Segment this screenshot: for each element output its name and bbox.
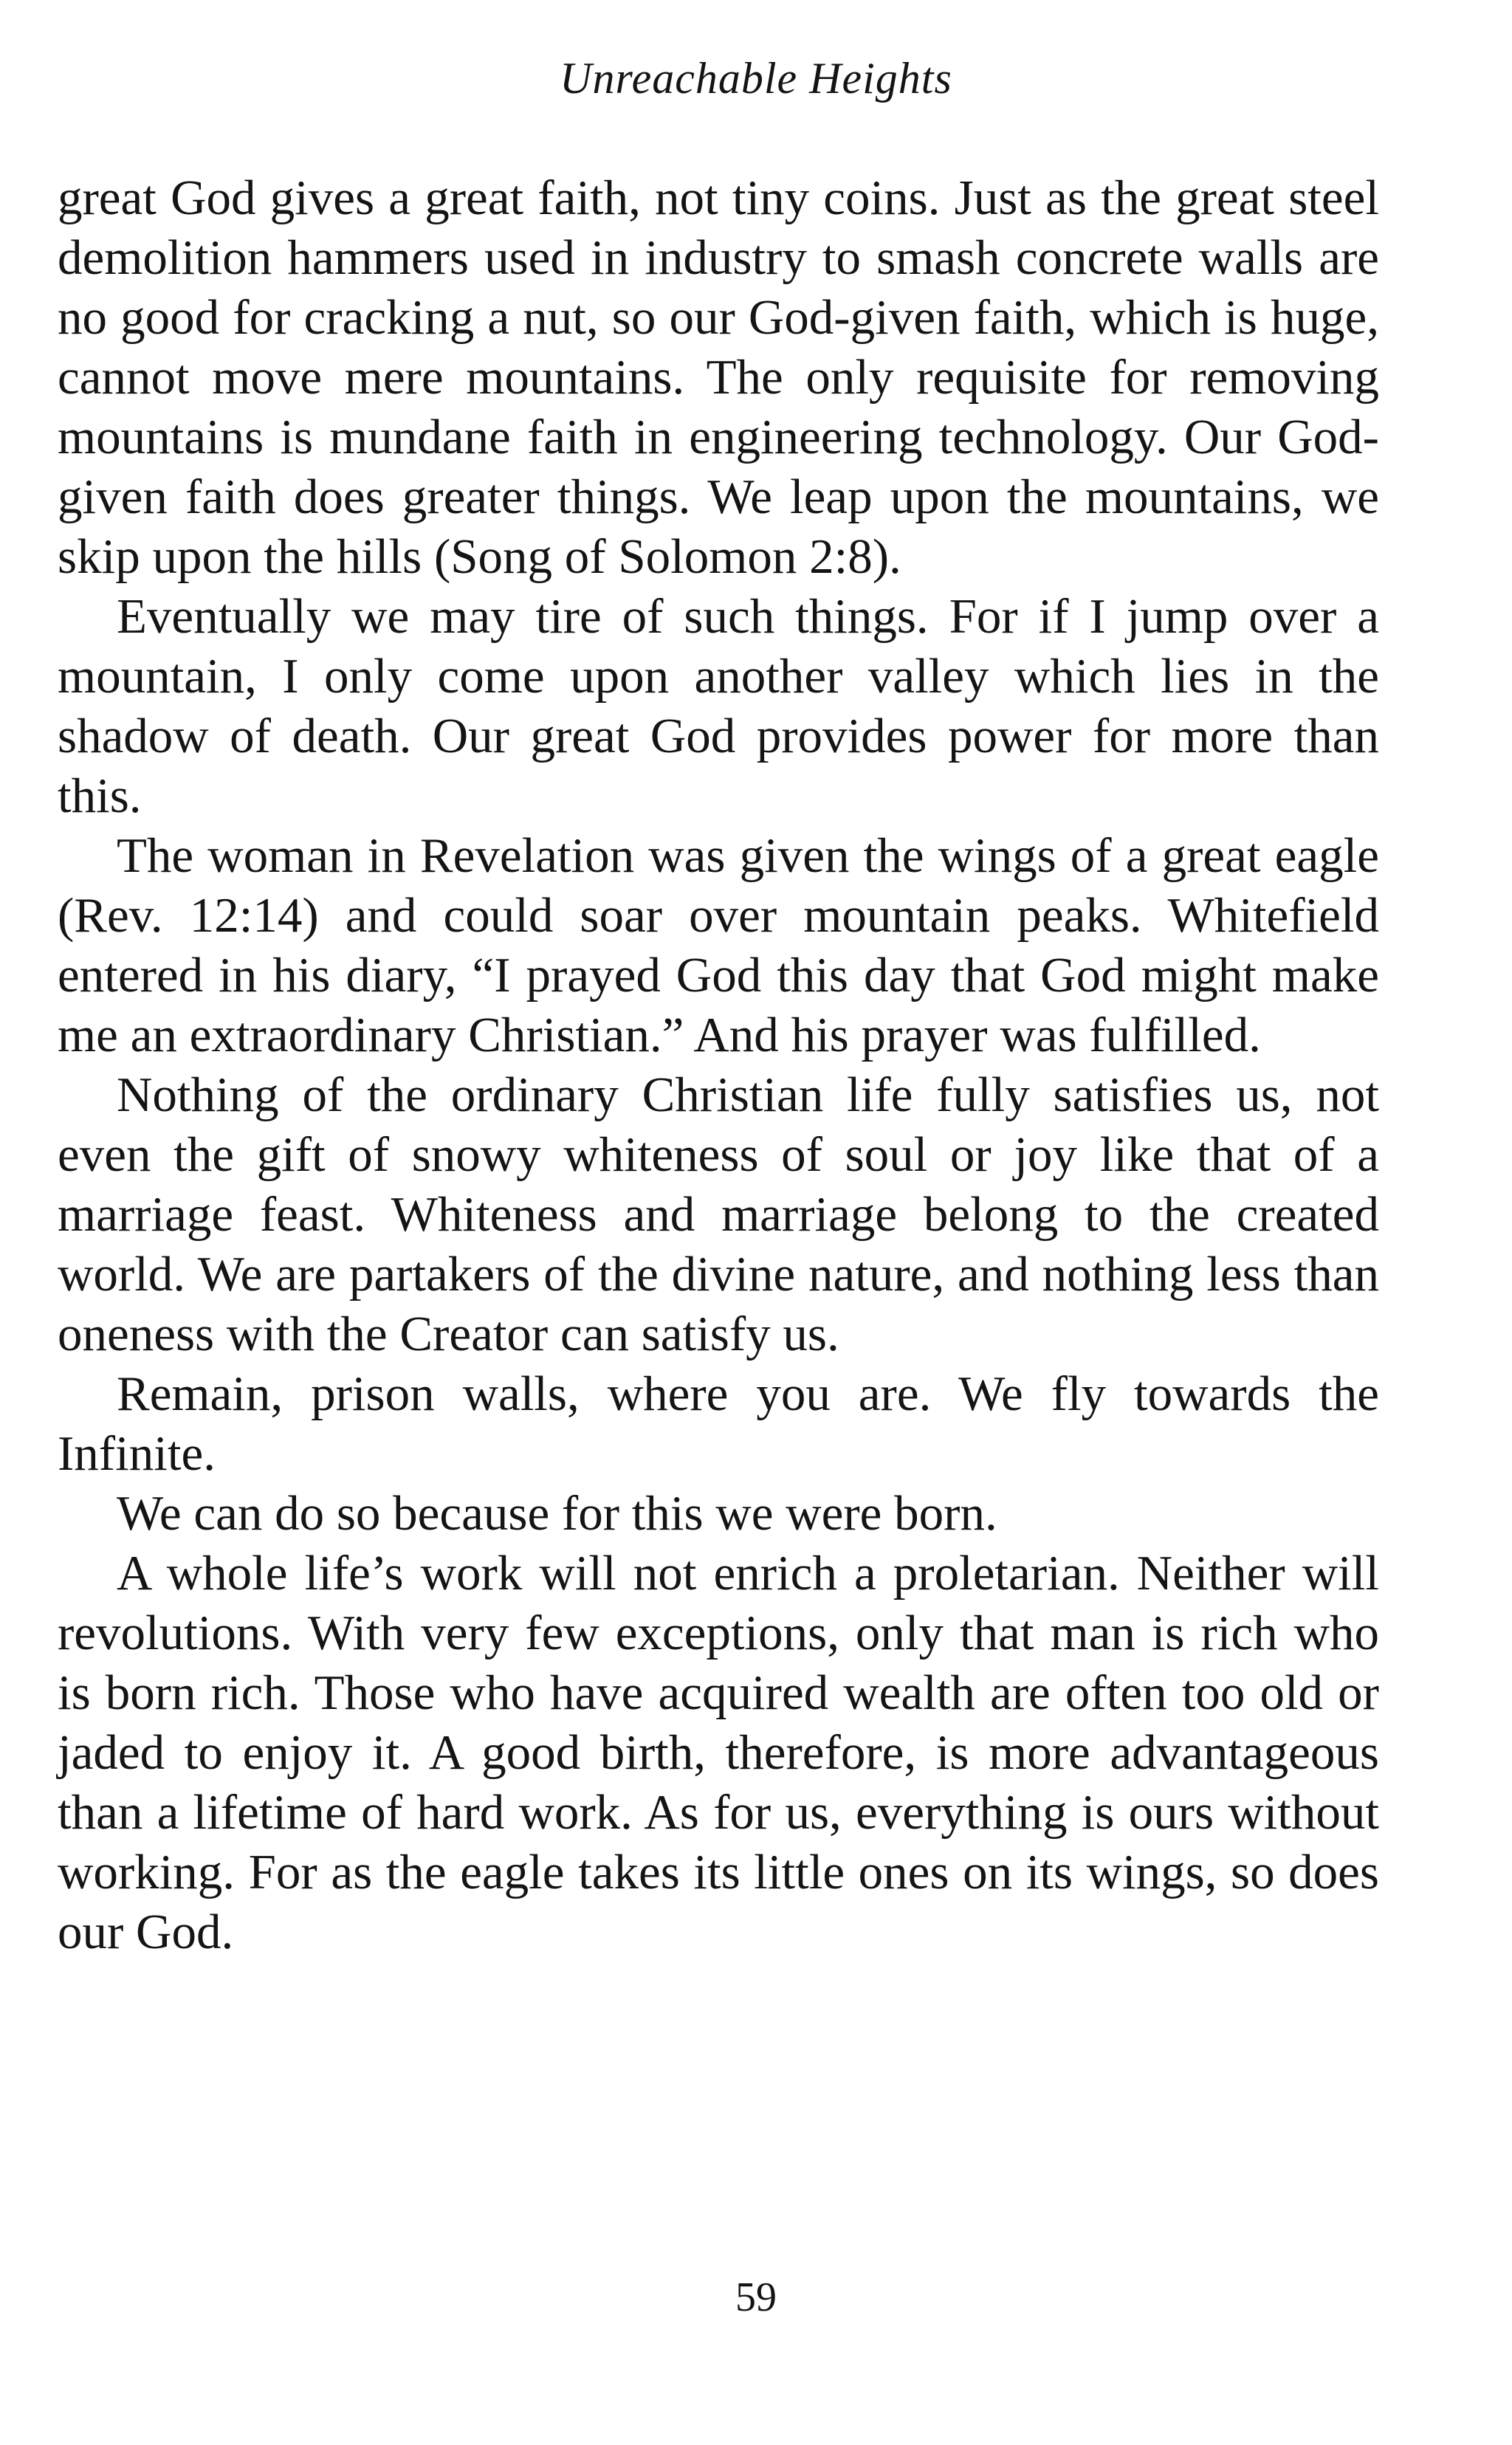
running-head: Unreachable Heights [560, 54, 952, 103]
paragraph: Nothing of the ordinary Christian life fully satisfies us, not even the gift of snowy whiteness of soul or joy like that of a marriage feast. Whiteness and marriage belong to the created world. We are partakers of the divine nature, and nothing less than oneness with the Creator can satisfy us. [58, 1067, 1379, 1361]
paragraph: We can do so because for this we were born. [117, 1486, 997, 1541]
paragraph: Remain, prison walls, where you are. We fly towards the Infinite. [58, 1366, 1379, 1481]
body-text [58, 168, 1379, 1962]
paragraph: great God gives a great faith, not tiny coins. Just as the great steel demolition hammers used in industry to smash concrete walls are no good for cracking a nut, so our God-given faith, which is huge, cannot move mere mountains. The only requisite for removing mountains is mundane faith in engineering technology. Our God-given faith does greater things. We leap upon the mountains, we skip upon the hills (Song of Solomon 2:8). [58, 171, 1379, 584]
paragraph: The woman in Revelation was given the wings of a great eagle (Rev. 12:14) and could soar over mountain peaks. Whitefield entered in his diary, “I prayed God this day that God might make me an extraordinary Christian.” And his prayer was fulfilled. [58, 828, 1379, 1062]
page-number: 59 [735, 2274, 777, 2320]
paragraph: Eventually we may tire of such things. For if I jump over a mountain, I only come upon another valley which lies in the shadow of death. Our great God provides power for more than this. [58, 589, 1379, 823]
paragraph: A whole life’s work will not enrich a proletarian. Neither will revolutions. With very few exceptions, only that man is rich who is born rich. Those who have acquired wealth are often too old or jaded to enjoy it. A good birth, therefore, is more advantageous than a lifetime of hard work. As for us, everything is ours without working. For as the eagle takes its little ones on its wings, so does our God. [58, 1546, 1379, 1959]
